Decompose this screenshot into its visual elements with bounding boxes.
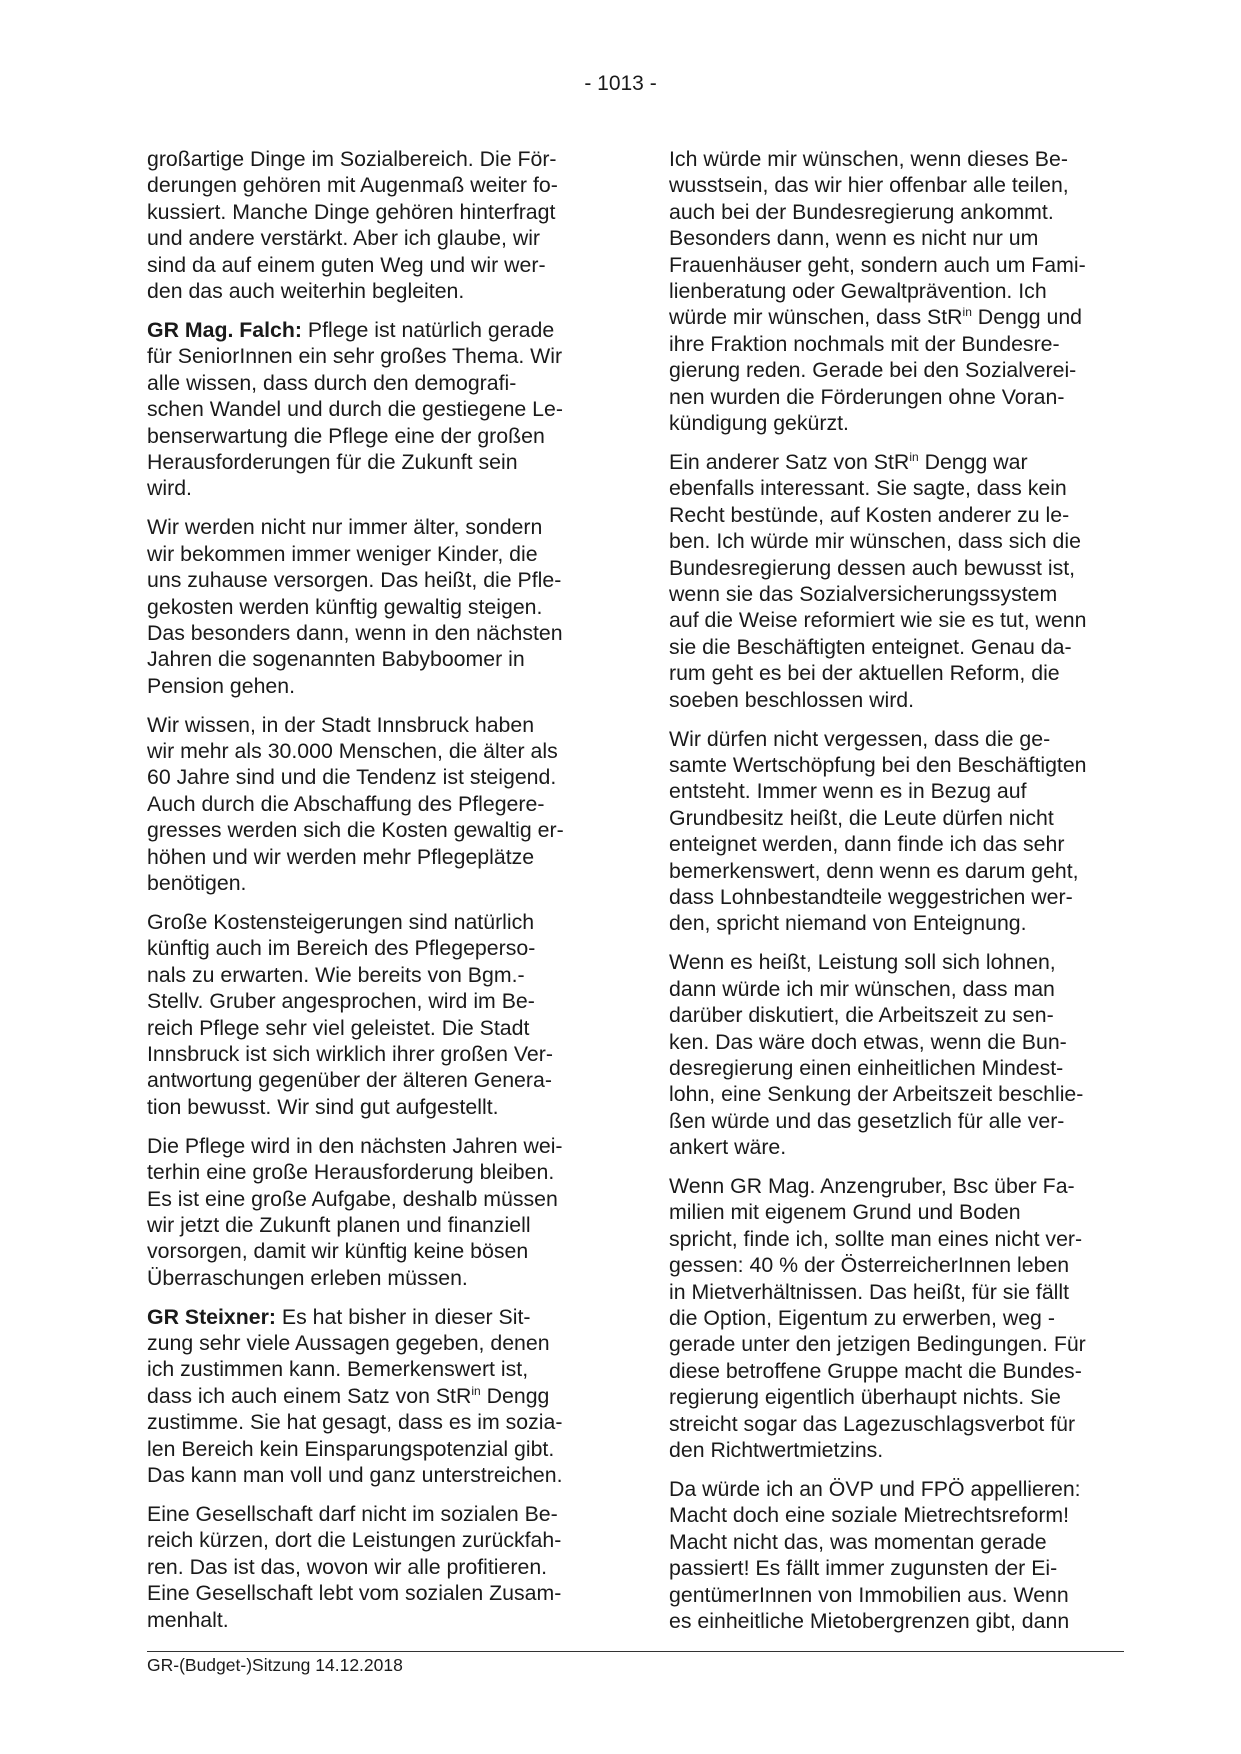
text-line: Da würde ich an ÖVP und FPÖ appellieren: xyxy=(669,1477,1081,1501)
text-line: uns zuhause versorgen. Das heißt, die Pfle- xyxy=(147,568,562,593)
text-line: Jahren die sogenannten Babyboomer in xyxy=(147,647,525,672)
paragraph xyxy=(147,317,609,502)
text-line: Stellv. Gruber angesprochen, wird im Be- xyxy=(147,989,535,1014)
text-line: Es ist eine große Aufgabe, deshalb müssen xyxy=(147,1186,558,1211)
text-fragment: Es hat bisher in dieser Sit- xyxy=(276,1304,531,1329)
superscript: in xyxy=(471,1383,481,1398)
text-line: passiert! Es fällt immer zugunsten der Ei- xyxy=(669,1556,1058,1581)
text-line: den das auch weiterhin begleiten. xyxy=(147,279,465,304)
text-line: ren. Das ist das, wovon wir alle profitieren. xyxy=(147,1554,548,1579)
text-line: gerade unter den jetzigen Bedingungen. Für xyxy=(669,1332,1086,1357)
text-line: kündigung gekürzt. xyxy=(669,411,849,436)
text-line: ßen würde und das gesetzlich für alle ver- xyxy=(669,1108,1065,1133)
text-fragment: Pflege ist natürlich gerade xyxy=(302,317,555,342)
text-line: Überraschungen erleben müssen. xyxy=(147,1265,468,1290)
text-line: wir bekommen immer weniger Kinder, die xyxy=(147,541,538,566)
text-line: soeben beschlossen wird. xyxy=(669,687,915,712)
speaker-name: GR Mag. Falch: xyxy=(147,317,303,342)
text-line: die Option, Eigentum zu erwerben, weg - xyxy=(669,1306,1055,1331)
text-line: gekosten werden künftig gewaltig steigen. xyxy=(147,594,543,619)
text-line: diese betroffene Gruppe macht die Bundes- xyxy=(669,1358,1082,1383)
text-line: Eine Gesellschaft darf nicht im sozialen Be- xyxy=(147,1502,558,1526)
text-line xyxy=(147,317,609,343)
text-line: milien mit eigenem Grund und Boden xyxy=(669,1200,1021,1225)
text-line: in Mietverhältnissen. Das heißt, für sie fällt xyxy=(669,1279,1070,1304)
text-fragment: würde mir wünschen, dass StR xyxy=(669,305,963,330)
text-line: Herausforderungen für die Zukunft sein xyxy=(147,449,518,474)
text-line: und andere verstärkt. Aber ich glaube, wir xyxy=(147,226,541,251)
text-line: reich kürzen, dort die Leistungen zurückfah- xyxy=(147,1528,562,1553)
text-line: darüber diskutiert, die Arbeitszeit zu sen- xyxy=(669,1003,1054,1028)
text-line: ken. Das wäre doch etwas, wenn die Bun- xyxy=(669,1029,1067,1054)
text-line: Ich würde mir wünschen, wenn dieses Be- xyxy=(669,147,1068,171)
text-line: zustimme. Sie hat gesagt, dass es im sozia- xyxy=(147,1410,563,1435)
text-line: Innsbruck ist sich wirklich ihrer großen Ver- xyxy=(147,1042,553,1066)
text-line: dann würde ich mir wünschen, dass man xyxy=(669,976,1055,1001)
paragraph xyxy=(669,949,1124,1160)
right-column xyxy=(669,146,1124,1647)
text-line: ihre Fraktion nochmals mit der Bundesre- xyxy=(669,331,1060,356)
text-line: nals zu erwarten. Wie bereits von Bgm.- xyxy=(147,962,525,987)
paragraph xyxy=(669,1476,1124,1634)
text-line: auf die Weise reformiert wie sie es tut, wenn xyxy=(669,608,1087,633)
text-line: Macht doch eine soziale Mietrechtsreform! xyxy=(669,1503,1070,1528)
text-line: bemerkenswert, denn wenn es darum geht, xyxy=(669,858,1079,883)
text-line: wir jetzt die Zukunft planen und finanziell xyxy=(147,1212,531,1237)
text-line: großartige Dinge im Sozialbereich. Die För- xyxy=(147,147,557,171)
text-line: ich zustimmen kann. Bemerkenswert ist, xyxy=(147,1357,529,1382)
text-line xyxy=(147,1304,609,1330)
text-line: Grundbesitz heißt, die Leute dürfen nicht xyxy=(669,805,1054,830)
text-line: wenn sie das Sozialversicherungssystem xyxy=(669,582,1058,606)
text-line: gentümerInnen von Immobilien aus. Wenn xyxy=(669,1582,1069,1607)
text-line: Das kann man voll und ganz unterstreichen. xyxy=(147,1463,563,1488)
text-line: ankert wäre. xyxy=(669,1135,787,1160)
superscript: in xyxy=(962,305,972,320)
text-line: zung sehr viele Aussagen gegeben, denen xyxy=(147,1331,550,1356)
text-line: Frauenhäuser geht, sondern auch um Fami- xyxy=(669,252,1086,277)
text-line: Wir werden nicht nur immer älter, sondern xyxy=(147,515,543,540)
text-line: wusstsein, das wir hier offenbar alle teilen, xyxy=(669,173,1069,198)
text-line: kussiert. Manche Dinge gehören hinterfragt xyxy=(147,199,556,224)
text-line: tion bewusst. Wir sind gut aufgestellt. xyxy=(147,1094,499,1119)
text-line: Wenn GR Mag. Anzengruber, Bsc über Fa- xyxy=(669,1174,1075,1199)
text-line: benötigen. xyxy=(147,871,247,896)
text-line: streicht sogar das Lagezuschlagsverbot für xyxy=(669,1411,1076,1436)
text-line: es einheitliche Mietobergrenzen gibt, dann xyxy=(669,1609,1070,1634)
text-line: auch bei der Bundesregierung ankommt. xyxy=(669,199,1054,224)
text-line: rum geht es bei der aktuellen Reform, die xyxy=(669,661,1060,686)
text-line: Besonders dann, wenn es nicht nur um xyxy=(669,226,1039,251)
text-line: künftig auch im Bereich des Pflegeperso- xyxy=(147,936,536,961)
text-line: ebenfalls interessant. Sie sagte, dass kein xyxy=(669,476,1067,501)
text-line: menhalt. xyxy=(147,1607,229,1632)
text-fragment: Dengg xyxy=(480,1383,550,1408)
text-line: vorsorgen, damit wir künftig keine bösen xyxy=(147,1239,529,1264)
text-line: Recht bestünde, auf Kosten anderer zu le- xyxy=(669,502,1070,527)
paragraph xyxy=(669,146,1124,436)
text-line: desregierung einen einheitlichen Mindest- xyxy=(669,1055,1064,1080)
text-line: samte Wertschöpfung bei den Beschäftigten xyxy=(669,752,1087,777)
paragraph xyxy=(147,1304,609,1489)
paragraph xyxy=(669,449,1124,713)
text-line: Wir wissen, in der Stadt Innsbruck haben xyxy=(147,712,535,737)
text-line: sie die Beschäftigten enteignet. Genau da- xyxy=(669,634,1072,659)
text-line: Wenn es heißt, Leistung soll sich lohnen, xyxy=(669,950,1056,975)
text-line: Das besonders dann, wenn in den nächsten xyxy=(147,620,563,645)
text-fragment: dass ich auch einem Satz von StR xyxy=(147,1383,472,1408)
text-line: gierung reden. Gerade bei den Sozialverei- xyxy=(669,358,1077,383)
text-line: lohn, eine Senkung der Arbeitszeit beschlie- xyxy=(669,1082,1084,1107)
footer-session: GR-(Budget-)Sitzung 14.12.2018 xyxy=(147,1655,403,1675)
text-line: benserwartung die Pflege eine der großen xyxy=(147,423,545,448)
page-number: - 1013 - xyxy=(584,72,657,95)
text-line: wir mehr als 30.000 Menschen, die älter als xyxy=(147,739,558,764)
text-line: spricht, finde ich, sollte man eines nicht ver- xyxy=(669,1226,1083,1251)
paragraph xyxy=(669,726,1124,937)
text-line: 60 Jahre sind und die Tendenz ist steigend. xyxy=(147,765,557,790)
text-line: lienberatung oder Gewaltprävention. Ich xyxy=(669,279,1047,304)
text-line: alle wissen, dass durch den demografi- xyxy=(147,370,517,395)
text-fragment: Dengg und xyxy=(971,305,1083,330)
text-line: regierung eigentlich überhaupt nichts. Sie xyxy=(669,1385,1061,1410)
text-line: Die Pflege wird in den nächsten Jahren wei- xyxy=(147,1133,563,1158)
left-column xyxy=(147,146,609,1646)
text-line: ben. Ich würde mir wünschen, dass sich die xyxy=(669,529,1081,554)
text-line: nen wurden die Förderungen ohne Voran- xyxy=(669,384,1065,409)
text-line: wird. xyxy=(147,476,192,501)
speaker-name: GR Steixner: xyxy=(147,1304,276,1329)
text-line xyxy=(669,449,1124,475)
text-line: gessen: 40 % der ÖsterreicherInnen leben xyxy=(669,1253,1070,1278)
text-line xyxy=(669,304,1124,330)
text-line: den Richtwertmietzins. xyxy=(669,1438,884,1463)
text-line: höhen und wir werden mehr Pflegeplätze xyxy=(147,844,535,869)
text-fragment: Dengg war xyxy=(918,449,1028,474)
text-line: Auch durch die Abschaffung des Pflegere- xyxy=(147,791,545,816)
paragraph xyxy=(147,146,609,304)
text-line: reich Pflege sehr viel geleistet. Die Stadt xyxy=(147,1015,530,1040)
text-line: enteignet werden, dann finde ich das sehr xyxy=(669,832,1065,857)
paragraph xyxy=(147,712,609,897)
text-line: sind da auf einem guten Weg und wir wer- xyxy=(147,252,546,277)
text-line: Große Kostensteigerungen sind natürlich xyxy=(147,909,535,934)
text-line: len Bereich kein Einsparungspotenzial gibt. xyxy=(147,1436,555,1461)
text-line: antwortung gegenüber der älteren Genera- xyxy=(147,1068,552,1093)
text-line: Wir dürfen nicht vergessen, dass die ge- xyxy=(669,726,1051,751)
text-line: Macht nicht das, was momentan gerade xyxy=(669,1529,1047,1554)
text-line: Eine Gesellschaft lebt vom sozialen Zusam- xyxy=(147,1581,562,1606)
text-line xyxy=(147,1383,609,1409)
paragraph xyxy=(147,1501,609,1633)
text-line: Bundesregierung dessen auch bewusst ist, xyxy=(669,555,1076,580)
text-line: Pension gehen. xyxy=(147,673,296,698)
text-fragment: Ein anderer Satz von StR xyxy=(669,449,910,474)
paragraph xyxy=(669,1173,1124,1463)
text-line: derungen gehören mit Augenmaß weiter fo- xyxy=(147,173,558,198)
paragraph xyxy=(147,1133,609,1291)
superscript: in xyxy=(909,449,919,464)
text-line: entsteht. Immer wenn es in Bezug auf xyxy=(669,779,1027,804)
text-line: terhin eine große Herausforderung bleiben. xyxy=(147,1160,555,1185)
paragraph xyxy=(147,909,609,1120)
footer-divider xyxy=(147,1651,1124,1652)
paragraph xyxy=(147,514,609,699)
text-line: schen Wandel und durch die gestiegene Le- xyxy=(147,397,563,422)
text-line: den, spricht niemand von Enteignung. xyxy=(669,911,1027,936)
text-line: für SeniorInnen ein sehr großes Thema. Wir xyxy=(147,344,563,369)
text-line: dass Lohnbestandteile weggestrichen wer- xyxy=(669,884,1073,909)
text-line: gresses werden sich die Kosten gewaltig er- xyxy=(147,818,564,843)
